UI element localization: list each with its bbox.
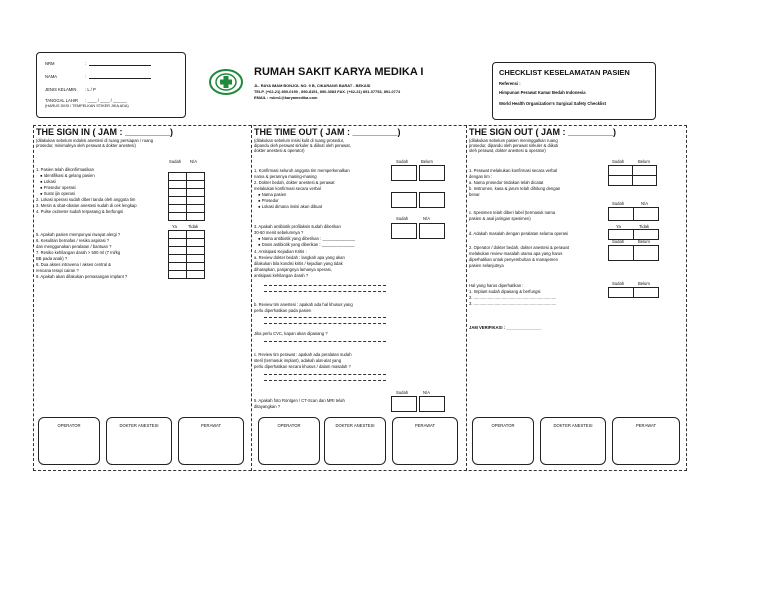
sign-out-col-sudah-4: Sudah [612, 281, 625, 286]
hospital-logo-icon [208, 68, 244, 96]
sign-in-operator-signature[interactable] [38, 417, 100, 465]
sign-out-hal-label: Hal yang harus diperhatikan : [469, 283, 524, 288]
time-out-item-4a-2: dilakukan bila kondisi kritis / kejadian yang tidak [254, 261, 343, 266]
tanggal-lahir-label: TANGGAL LAHIR [45, 98, 79, 103]
time-out-anestesi-signature[interactable] [324, 417, 386, 465]
sign-out-item-1: 1. Perawat melakukan konfirmasi secara verbal [469, 168, 557, 173]
sign-out-intro-2: prosedur, dipandu oleh perawat sirkuler & diikuti [469, 143, 559, 148]
checkbox[interactable] [187, 181, 205, 189]
sign-out-hal-2[interactable]: 2. ....................................................................... [469, 295, 557, 300]
time-out-item-4b-2: perlu diperhatikan pada pasien [254, 308, 312, 313]
checkbox[interactable] [609, 176, 633, 186]
dotted-line[interactable] [264, 374, 386, 375]
dotted-line[interactable] [264, 323, 386, 324]
sign-out-title: THE SIGN OUT ( JAM : _________) [469, 127, 617, 137]
sign-out-checkbox-grid[interactable] [608, 165, 657, 186]
sign-out-item-1a: a. Nama prosedur tindakan telah dicatat [469, 180, 544, 185]
nama-label: NAMA [45, 74, 58, 79]
time-out-col-na-2: N/A [423, 216, 430, 221]
checkbox[interactable] [169, 189, 187, 197]
sign-out-review-2: melakukan review masalah utama apa yang harus [469, 251, 563, 256]
sign-in-question-8: 8. Dua akses intravena / akses central & [36, 262, 111, 267]
checkbox[interactable] [169, 255, 187, 263]
sign-in-question-8b: rencana terapi cairan ? [36, 268, 79, 273]
hospital-logo [208, 68, 244, 96]
sign-out-hal-3[interactable]: 3. ....................................................................... [469, 301, 557, 306]
sign-in-question-6b: dan menggunakan peralatan / bantuan ? [36, 244, 112, 249]
signature-label: OPERATOR [491, 423, 515, 428]
dotted-line[interactable] [264, 285, 386, 286]
signature-label: PERAWAT [635, 423, 657, 428]
sign-out-item-1c: b. Instrumen, kasa & jarum telah dihitung dengan [469, 186, 561, 191]
time-out-item-2b: melakukan konfirmasi secara verbal [254, 186, 321, 191]
sign-in-item-6: 2. Lokasi operasi sudah diberi tanda oleh anggota tim [36, 197, 136, 202]
checkbox[interactable] [169, 239, 187, 247]
time-out-item-4a-3: diharapkan, panjangnya lamanya operasi, [254, 267, 332, 272]
dotted-line[interactable] [264, 317, 386, 318]
sign-in-col-tidak: Tidak [188, 224, 199, 229]
time-out-item-3: 3. Apakah antibiotik profilaksis sudah diberikan [254, 224, 341, 229]
time-out-intro-2: dipandu oleh perawat sirkuler & diikuti oleh perawat, [254, 143, 351, 148]
sign-out-col-sudah-2: Sudah [612, 201, 625, 206]
time-out-checkbox-2a[interactable] [391, 192, 417, 208]
checkbox[interactable] [187, 247, 205, 255]
time-out-item-4a: a. Review dokter bedah : langkah apa yang akan [254, 255, 345, 260]
sign-out-col-sudah: Sudah [612, 159, 625, 164]
sign-in-item-4: ● Prosedur operasi [40, 185, 76, 190]
time-out-antibiotik-dosis: ● Dosis antibiotik yang diberikan : ______________ [258, 242, 355, 247]
sign-out-checkbox-implant-a[interactable] [608, 287, 634, 298]
time-out-title: THE TIME OUT ( JAM : _________) [254, 127, 401, 137]
time-out-col-belum: Belum [421, 159, 433, 164]
time-out-item-prosedur: ● Prosedur [258, 198, 279, 203]
sign-out-checkbox-implant-b[interactable] [633, 287, 659, 298]
hospital-email: EMAIL : rskm1@karyamedika.com [254, 95, 318, 100]
sign-out-col-ya: Ya [616, 224, 621, 229]
time-out-checkbox-1a[interactable] [391, 165, 417, 181]
time-out-item-4a-4: antisipasi kehilangan darah ? [254, 273, 309, 278]
checkbox[interactable] [169, 231, 187, 239]
sign-out-perawat-signature[interactable] [612, 417, 680, 465]
sign-in-ya-tidak-grid[interactable] [168, 230, 205, 279]
signature-label: DOKTER ANESTESI [335, 423, 375, 428]
sign-out-spesimen-2: pasien & asal jaringan spesimen) [469, 216, 531, 221]
hospital-phone: TELP. (+62-21) 890-0190 , 890-8151, 890-3083 FAX. (+62-21) 891-07753, 891-0774 [254, 89, 401, 94]
nrm-colon: : [85, 61, 87, 66]
checkbox[interactable] [633, 176, 657, 186]
sign-in-col-ya: Ya [172, 224, 177, 229]
time-out-antibiotik-nama: ● Nama antibiotik yang diberikan : ______________ [258, 236, 356, 241]
sign-out-intro-1: (dilakukan sebelum pasien meninggalkan ruang [469, 138, 558, 143]
sign-in-item-1: 1. Pasien telah dikonfirmasikan [36, 167, 94, 172]
sign-in-intro-2: prosedur, minimalnya oleh perawat & dokter anestesi) [36, 143, 136, 148]
checkbox[interactable] [169, 271, 187, 279]
time-out-checkbox-3b[interactable] [419, 223, 445, 239]
sign-out-col-sudah-3: Sudah [612, 239, 625, 244]
time-out-item-4b: b. Review tim anestesi : apakah ada hal khusus yang [254, 302, 353, 307]
sign-out-item-1d: benar [469, 192, 480, 197]
time-out-intro-3: dokter anestesi & operator) [254, 148, 305, 153]
column-divider-2 [466, 125, 467, 471]
checkbox[interactable] [187, 173, 205, 181]
sign-in-col-sudah: Sudah [169, 159, 182, 164]
checkbox[interactable] [187, 263, 205, 271]
sign-out-col-na-2: N/A [641, 201, 648, 206]
sign-in-item-7: 3. Mesin & obat-obatan anestesi sudah di cek lengkap [36, 203, 137, 208]
sign-in-item-8: 4. Pulse oximeter sudah terpasang & berfungsi [36, 209, 124, 214]
sign-out-checkbox-review-a[interactable] [608, 245, 634, 261]
time-out-perawat-signature[interactable] [392, 417, 458, 465]
sign-out-col-tidak: Tidak [639, 224, 650, 229]
dotted-line[interactable] [264, 341, 386, 342]
checkbox[interactable] [187, 213, 205, 221]
nrm-label: NRM [45, 61, 55, 66]
patient-note: (HARUS DIISI / TEMPELKAN STIKER JIKA ADA) [45, 104, 129, 108]
sign-in-item-5: ● Surat ijin operasi [40, 191, 75, 196]
time-out-col-sudah: Sudah [396, 159, 409, 164]
time-out-item-lokasi: ● Lokasi dimana insisi akan dibuat [258, 204, 322, 209]
time-out-item-5b: ditayangkan ? [254, 404, 281, 409]
reference-1: Himpunan Perawat Kamar Bedah Indonesia [499, 90, 586, 95]
sign-in-question-9: 9. Apakah akan dilakukan pemasangan implant ? [36, 274, 128, 279]
jenis-kelamin-value[interactable]: : L / P [85, 87, 96, 92]
sign-in-question-7b: BB pada anak) ? [36, 256, 68, 261]
sign-in-intro-1: (dilakukan sebelum induksi anestesi di ruang persiapan / ruang [36, 138, 154, 143]
time-out-item-1b: nama & perannya masing-masing [254, 174, 317, 179]
time-out-col-na-3: N/A [423, 390, 430, 395]
time-out-checkbox-5b[interactable] [419, 396, 445, 412]
sign-in-question-6: 6. Kesulitan bernafas / resiko aspirasi ? [36, 238, 110, 243]
sign-out-checkbox-spesimen-b[interactable] [633, 207, 659, 221]
sign-out-operator-signature[interactable] [472, 417, 534, 465]
sign-out-col-belum-3: Belum [638, 239, 650, 244]
checkbox[interactable] [169, 173, 187, 181]
reference-2: World Health Organization's Surgical Safety Checklist [499, 101, 607, 106]
sign-out-review-3: diperhatikan untuk penyembuhan & manajemen [469, 257, 558, 262]
time-out-item-4c-3: perlu diperhatikan secara khusus / dalam masalah ? [254, 364, 351, 369]
nama-colon: : [85, 74, 87, 79]
sign-out-spesimen: c. Spesimen telah diberi label (termasuk nama [469, 210, 556, 215]
hospital-name: RUMAH SAKIT KARYA MEDIKA I [254, 66, 424, 78]
time-out-checkbox-5a[interactable] [391, 396, 417, 412]
time-out-operator-signature[interactable] [258, 417, 320, 465]
patient-info-box [36, 52, 186, 118]
checkbox[interactable] [187, 231, 205, 239]
checkbox[interactable] [169, 197, 187, 205]
time-out-item-5: 5. Apakah foto Rontgen / CT-Scan dan MRI telah [254, 398, 345, 403]
signature-label: OPERATOR [277, 423, 301, 428]
checkbox[interactable] [187, 271, 205, 279]
jenis-kelamin-label: JENIS KELAMIN [45, 87, 77, 92]
signature-label: PERAWAT [200, 423, 222, 428]
dotted-line[interactable] [264, 291, 386, 292]
time-out-col-sudah-2: Sudah [396, 216, 409, 221]
time-out-item-nama: ● Nama pasien [258, 192, 287, 197]
time-out-item-2: 2. Dokter bedah, dokter anestesi & perawat [254, 180, 335, 185]
signature-label: OPERATOR [57, 423, 81, 428]
checklist-title-box [492, 62, 656, 120]
checkbox[interactable] [633, 166, 657, 176]
time-out-checkbox-2b[interactable] [419, 192, 445, 208]
time-out-item-3b: 30-60 menit sebelumnya ? [254, 230, 304, 235]
sign-out-intro-3: oleh perawat, dokter anestesi & operator) [469, 148, 546, 153]
checkbox[interactable] [169, 263, 187, 271]
sign-out-hal-1: 1. Implant sudah dipasang & berfungsi [469, 289, 541, 294]
checkbox[interactable] [187, 205, 205, 213]
reference-label: Referensi : [499, 81, 521, 86]
sign-out-jam-verifikasi[interactable]: JAM VERIFIKASI : _______________ [469, 325, 542, 330]
sign-out-anestesi-signature[interactable] [540, 417, 606, 465]
checkbox[interactable] [187, 255, 205, 263]
sign-out-review-4: pasien selanjutnya [469, 263, 504, 268]
time-out-cvc: Jika perlu CVC, kapan akan dipasang ? [254, 331, 328, 336]
sign-in-col-na: N/A [190, 159, 197, 164]
checkbox[interactable] [169, 247, 187, 255]
time-out-intro-1: (dilakukan sebelum insisi kulit di ruang prosedur, [254, 138, 345, 143]
time-out-checkbox-3a[interactable] [391, 223, 417, 239]
sign-in-anestesi-signature[interactable] [106, 417, 172, 465]
time-out-item-4c-2: steril (termasuk implant), adakah alat-alat yang [254, 358, 342, 363]
checkbox[interactable] [169, 205, 187, 213]
signature-label: PERAWAT [414, 423, 436, 428]
sign-out-checkbox-review-b[interactable] [633, 245, 659, 261]
sign-in-question-5: 5. Apakah pasien mempunyai riwayat alergi ? [36, 232, 121, 237]
sign-in-item-2: ● Identifikasi & gelang pasien [40, 173, 95, 178]
time-out-col-sudah-3: Sudah [396, 390, 409, 395]
signature-label: DOKTER ANESTESI [553, 423, 593, 428]
sign-in-item-3: ● Lokasi [40, 179, 56, 184]
sign-in-title: THE SIGN IN ( JAM : _________) [36, 127, 174, 137]
time-out-item-4c: c. Review tim perawat : apakah ada peralatan sudah [254, 352, 352, 357]
tanggal-lahir-value[interactable]: : ____ / ____ / ______ [85, 98, 127, 103]
sign-out-col-belum: Belum [638, 159, 650, 164]
checkbox[interactable] [169, 213, 187, 221]
sign-in-question-7: 7. Resiko kehilangan darah > 500 ml (7 ml/kg [36, 250, 121, 255]
checkbox[interactable] [187, 197, 205, 205]
checklist-title: CHECKLIST KESELAMATAN PASIEN [499, 68, 630, 77]
sign-out-masalah: d. Adakah masalah dengan peralatan selama operasi [469, 231, 568, 236]
sign-out-checkbox-spesimen-a[interactable] [608, 207, 634, 221]
column-divider-1 [251, 125, 252, 471]
checkbox[interactable] [187, 239, 205, 247]
sign-in-checkbox-grid[interactable] [168, 172, 205, 221]
checkbox[interactable] [609, 166, 633, 176]
dotted-line[interactable] [264, 380, 386, 381]
sign-out-col-belum-4: Belum [638, 281, 650, 286]
sign-out-review-1: 2. Operator / dokter bedah, dokter anestesi & perawat [469, 245, 569, 250]
time-out-item-4: 4. Antisipasi Kejadian Kritis : [254, 249, 307, 254]
nrm-field[interactable] [89, 65, 151, 66]
hospital-address: JL. RAYA IMAM BONJOL NO. 9 B, CIKARANG BARAT - BEKASI [254, 83, 371, 88]
sign-out-item-1b: dengan tim : [469, 174, 493, 179]
checkbox[interactable] [169, 181, 187, 189]
nama-field[interactable] [89, 78, 151, 79]
time-out-checkbox-1b[interactable] [419, 165, 445, 181]
time-out-item-1: 1. Konfirmasi seluruh anggota tim memperkenalkan [254, 168, 350, 173]
sign-in-perawat-signature[interactable] [178, 417, 244, 465]
checkbox[interactable] [187, 189, 205, 197]
signature-label: DOKTER ANESTESI [119, 423, 159, 428]
